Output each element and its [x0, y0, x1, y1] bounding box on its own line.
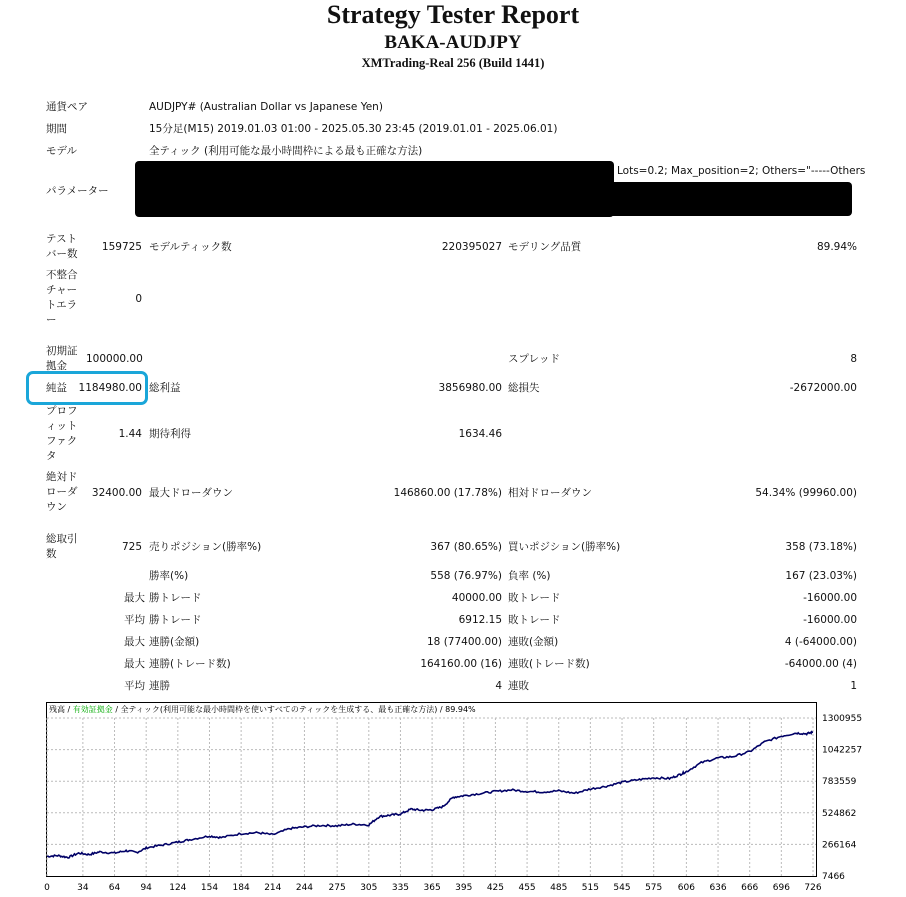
x-tick-label: 335 — [391, 883, 410, 893]
long-value: 358 (73.18%) — [785, 541, 857, 553]
legend-balance: 残高 — [49, 705, 65, 714]
x-tick-label: 275 — [328, 883, 346, 893]
loss-trade-label: 敗トレード — [508, 592, 561, 604]
max-label: 最大 — [124, 592, 145, 604]
avg-consec-win-label: 連勝 — [149, 680, 170, 692]
plot-frame — [47, 703, 817, 877]
parameters-label: パラメーター — [46, 185, 109, 197]
symbol-value: AUDJPY# (Australian Dollar vs Japanese Yen) — [149, 101, 383, 113]
x-tick-label: 425 — [486, 883, 505, 893]
x-tick-label: 666 — [741, 883, 759, 893]
consec-win-amt-value: 18 (77400.00) — [427, 636, 502, 648]
loss-rate-value: 167 (23.03%) — [785, 570, 857, 582]
avg-label-2: 平均 — [124, 680, 145, 692]
max-dd-label: 最大ドローダウン — [149, 487, 233, 499]
x-tick-label: 395 — [455, 883, 473, 893]
consec-loss-cnt-label: 連敗(トレード数) — [508, 658, 590, 670]
x-tick-label: 485 — [550, 883, 568, 893]
short-label: 売りポジション(勝率%) — [149, 541, 262, 553]
chart-legend: 残高 / 有効証拠金 / 全ティック(利用可能な最小時間枠を使いすべてのティックを生成する、最も正確な方法) / 89.94% — [49, 705, 476, 714]
trades-value: 725 — [121, 541, 142, 553]
net-profit-highlight — [26, 371, 148, 405]
x-tick-label: 305 — [360, 883, 378, 893]
trades-label: 総取引数 — [46, 533, 78, 560]
ticks-label: モデルティック数 — [149, 241, 232, 253]
parameters-value: Lots=0.2; Max_position=2; Others="-----Others — [617, 165, 866, 177]
x-tick-label: 34 — [77, 883, 89, 893]
y-tick-label: 7466 — [822, 872, 845, 882]
server-info: XMTrading-Real 256 (Build 1441) — [361, 56, 545, 70]
deposit-label: 初期証拠金 — [46, 345, 78, 372]
x-tick-label: 124 — [169, 883, 187, 893]
loss-rate-label: 負率 (%) — [508, 570, 551, 582]
x-tick-label: 455 — [518, 883, 536, 893]
avg-loss-value: -16000.00 — [803, 614, 857, 626]
net-value: 1184980.00 — [78, 382, 142, 394]
net-label: 純益 — [46, 382, 67, 394]
x-tick-label: 636 — [709, 883, 727, 893]
period-label: 期間 — [46, 123, 67, 135]
x-tick-label: 184 — [232, 883, 250, 893]
consec-win-cnt-value: 164160.00 (16) — [420, 658, 502, 670]
ea-name: BAKA-AUDJPY — [384, 32, 522, 53]
consec-loss-amt-value: 4 (-64000.00) — [784, 636, 857, 648]
legend-method: 全ティック(利用可能な最小時間枠を使いすべてのティックを生成する、最も正確な方法) — [120, 705, 438, 714]
max-label-2: 最大 — [124, 636, 145, 648]
spread-label: スプレッド — [508, 353, 560, 365]
x-tick-label: 696 — [772, 883, 790, 893]
redacted-block-2 — [590, 182, 852, 216]
gross-loss-value: -2672000.00 — [789, 382, 857, 394]
x-tick-label: 154 — [200, 883, 219, 893]
y-tick-label: 266164 — [822, 840, 857, 851]
consec-loss-amt-label: 連敗(金額) — [508, 636, 559, 648]
x-tick-label: 0 — [44, 883, 50, 893]
consec-loss-cnt-value: -64000.00 (4) — [784, 658, 857, 670]
y-axis-ticks — [822, 714, 862, 882]
pf-label: プロフィットファクタ — [46, 405, 78, 462]
redacted-block — [135, 161, 614, 217]
quality-value: 89.94% — [816, 241, 857, 253]
x-tick-label: 726 — [804, 883, 822, 893]
balance-chart — [44, 702, 863, 894]
mismatch-value: 0 — [135, 293, 142, 305]
rel-dd-value: 54.34% (99960.00) — [755, 487, 857, 499]
expected-label: 期待利得 — [149, 428, 191, 440]
consec-win-cnt-label: 連勝(トレード数) — [149, 658, 231, 670]
avg-consec-win-value: 4 — [495, 680, 502, 692]
legend-quality: 89.94% — [445, 705, 476, 714]
short-value: 367 (80.65%) — [430, 541, 502, 553]
gross-loss-label: 総損失 — [508, 382, 540, 394]
gross-profit-value: 3856980.00 — [438, 382, 502, 394]
avg-consec-loss-label: 連敗 — [508, 680, 529, 692]
max-label-3: 最大 — [124, 658, 145, 670]
x-tick-label: 214 — [264, 883, 282, 893]
symbol-label: 通貨ペア — [46, 101, 88, 113]
x-axis-ticks — [44, 883, 822, 893]
model-label: モデル — [46, 145, 77, 157]
avg-label: 平均 — [124, 614, 145, 626]
x-tick-label: 515 — [581, 883, 599, 893]
y-tick-label: 1300955 — [822, 714, 863, 724]
quality-label: モデリング品質 — [508, 241, 582, 253]
y-tick-label: 1042257 — [822, 745, 863, 756]
y-tick-label: 524862 — [822, 808, 857, 819]
period-value: 15分足(M15) 2019.01.03 01:00 - 2025.05.30 23:45 (2019.01.01 - 2025.06.01) — [149, 123, 558, 135]
x-tick-label: 94 — [140, 883, 152, 893]
spread-value: 8 — [850, 353, 857, 365]
y-tick-label: 783559 — [822, 777, 857, 788]
abs-dd-value: 32400.00 — [91, 487, 142, 499]
pf-value: 1.44 — [118, 428, 142, 440]
bars-label: テストバー数 — [46, 233, 78, 260]
avg-win-value: 6912.15 — [458, 614, 502, 626]
deposit-value: 100000.00 — [86, 353, 143, 365]
consec-win-amt-label: 連勝(金額) — [149, 636, 200, 648]
mismatch-label: 不整合チャートエラー — [46, 269, 78, 326]
x-tick-label: 365 — [423, 883, 441, 893]
bars-value: 159725 — [101, 241, 142, 253]
x-tick-label: 606 — [677, 883, 695, 893]
max-dd-value: 146860.00 (17.78%) — [393, 487, 502, 499]
avg-consec-loss-value: 1 — [850, 680, 857, 692]
win-trade-label: 勝トレード — [149, 592, 202, 604]
win-rate-value: 558 (76.97%) — [430, 570, 502, 582]
x-tick-label: 545 — [613, 883, 631, 893]
x-tick-label: 244 — [295, 883, 314, 893]
abs-dd-label: 絶対ドローダウン — [46, 471, 78, 513]
win-rate-label: 勝率(%) — [149, 570, 189, 582]
avg-loss-trade-label: 敗トレード — [508, 614, 561, 626]
expected-value: 1634.46 — [458, 428, 502, 440]
report-title: Strategy Tester Report — [326, 0, 580, 29]
model-value: 全ティック (利用可能な最小時間枠による最も正確な方法) — [149, 145, 423, 157]
max-loss-value: -16000.00 — [803, 592, 857, 604]
rel-dd-label: 相対ドローダウン — [508, 487, 592, 499]
x-tick-label: 575 — [645, 883, 663, 893]
ticks-value: 220395027 — [441, 241, 502, 253]
max-win-value: 40000.00 — [451, 592, 502, 604]
x-tick-label: 64 — [108, 883, 121, 893]
avg-win-trade-label: 勝トレード — [149, 614, 202, 626]
legend-equity: 有効証拠金 — [72, 705, 113, 714]
gross-profit-label: 総利益 — [149, 382, 181, 394]
long-label: 買いポジション(勝率%) — [508, 541, 621, 553]
